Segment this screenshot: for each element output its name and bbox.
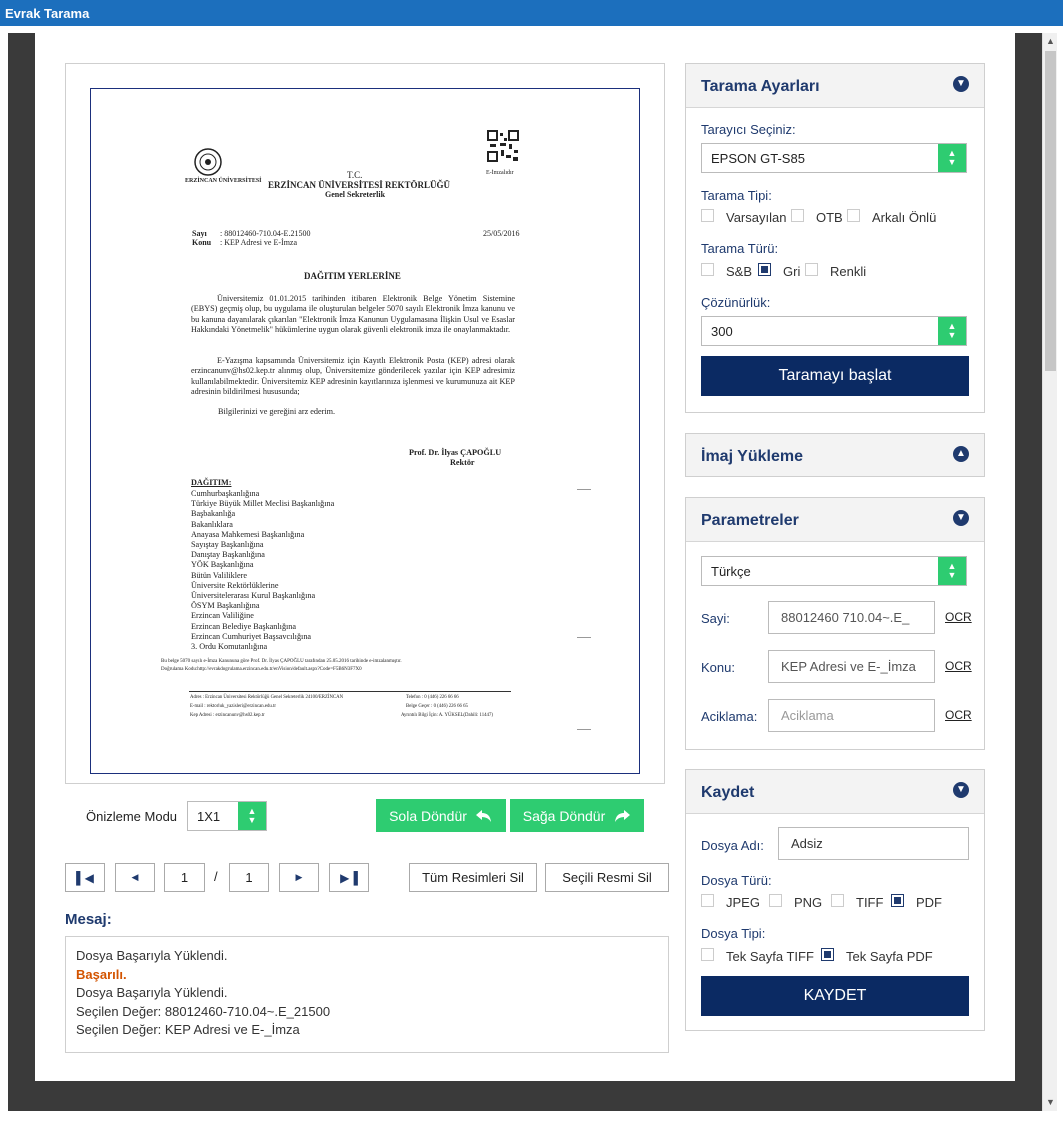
margin-mark: [577, 637, 591, 638]
filetype-jpeg-checkbox[interactable]: [701, 894, 714, 907]
sayi-input[interactable]: 88012460 710.04~.E_: [768, 601, 935, 634]
doc-footnote-1: Bu belge 5070 sayılı e-İmza Kanununa göre Prof. Dr. İlyas ÇAPOĞLU tarafından 25.05.2016 tarihinde e-imzalanmıştır.: [161, 659, 402, 664]
doc-signer-title: Rektör: [450, 458, 475, 467]
aciklama-label: Aciklama:: [701, 709, 758, 724]
dist-item: Sayıştay Başkanlığına: [191, 540, 264, 550]
scan-type-duplex-checkbox[interactable]: [847, 209, 860, 222]
rotate-left-icon: [475, 809, 493, 823]
doc-footer-kep: Kep Adresi : erzincanunv@hs02.kep.tr: [190, 713, 265, 718]
image-upload-title: İmaj Yükleme: [701, 448, 803, 465]
page-separator: /: [214, 869, 218, 884]
message-line: Dosya Başarıyla Yüklendi.: [76, 985, 228, 1000]
doc-dist-title: DAĞITIM:: [191, 478, 232, 487]
doc-signer: Prof. Dr. İlyas ÇAPOĞLU: [409, 448, 502, 457]
scroll-down-icon[interactable]: ▼: [1046, 1097, 1055, 1107]
doctype-tiff-checkbox[interactable]: [701, 948, 714, 961]
dist-item: Danıştay Başkanlığına: [191, 550, 265, 560]
doc-institution: ERZİNCAN ÜNİVERSİTESİ REKTÖRLÜĞÜ: [268, 180, 451, 190]
scrollbar-thumb[interactable]: [1045, 51, 1056, 371]
doc-footer-email: E-mail : rektorluk_yazisleri@erzincan.edu.tr: [190, 704, 276, 709]
bottom-bar: [0, 1111, 1063, 1131]
document-image: [90, 88, 640, 774]
sayi-ocr-link[interactable]: OCR: [945, 610, 972, 624]
aciklama-ocr-link[interactable]: OCR: [945, 708, 972, 722]
doc-date: 25/05/2016: [483, 229, 520, 238]
rotate-left-label: Sola Döndür: [389, 807, 467, 824]
doc-footer-info: Ayrıntılı Bilgi İçin: A. YÜKSEL(Dahili: 11447): [401, 713, 493, 718]
select-spinner-icon: ▲ ▼: [938, 144, 966, 172]
filetype-pdf-checkbox[interactable]: [891, 894, 904, 907]
current-page-input[interactable]: 1: [164, 863, 205, 892]
scan-mode-color-label: Renkli: [830, 264, 867, 279]
dist-item: Üniversitelerarası Kurul Başkanlığına: [191, 591, 316, 601]
dist-item: Bütün Valiliklere: [191, 570, 248, 580]
rotate-right-button[interactable]: [510, 799, 644, 832]
filetype-pdf-label: PDF: [916, 895, 942, 910]
chevron-up-icon[interactable]: ▲: [953, 446, 969, 462]
image-upload-panel: [685, 433, 985, 477]
dist-item: Türkiye Büyük Millet Meclisi Başkanlığına: [191, 499, 335, 509]
preview-mode-label: Önizleme Modu: [86, 809, 178, 824]
chevron-down-icon[interactable]: ▼: [953, 76, 969, 92]
last-page-button[interactable]: [329, 863, 369, 892]
qr-code-icon: [487, 130, 519, 162]
first-page-icon: ▌◀: [76, 870, 94, 885]
scroll-up-icon[interactable]: ▲: [1046, 36, 1055, 46]
doctype-label: Dosya Tipi:: [701, 926, 766, 941]
resolution-label: Çözünürlük:: [701, 295, 771, 310]
filename-label: Dosya Adı:: [701, 838, 764, 853]
parameters-title: Parametreler: [701, 512, 799, 529]
scanner-label: Tarayıcı Seçiniz:: [701, 122, 796, 137]
chevron-down-icon[interactable]: ▼: [953, 782, 969, 798]
scan-type-duplex-label: Arkalı Önlü: [872, 210, 937, 225]
scan-mode-label: Tarama Türü:: [701, 241, 779, 256]
prev-page-button[interactable]: [115, 863, 155, 892]
dist-item: Bakanlıklara: [191, 519, 233, 529]
doc-footer-fax: Belge Geçer : 0 (446) 226 66 65: [406, 704, 468, 709]
doc-sayi: : 88012460-710.04-E.21500: [220, 229, 311, 238]
doc-konu-label: Konu: [192, 238, 212, 247]
margin-mark: [577, 729, 591, 730]
delete-all-images-button[interactable]: Tüm Resimleri Sil: [409, 863, 537, 892]
doc-footer-phone: Telefon : 0 (446) 226 66 66: [406, 695, 459, 700]
rotate-right-label: Sağa Döndür: [522, 807, 606, 824]
select-spinner-icon: ▲ ▼: [938, 557, 966, 585]
konu-input[interactable]: KEP Adresi ve E-_İmza: [768, 650, 935, 683]
konu-label: Konu:: [701, 660, 735, 675]
scanner-value: EPSON GT-S85: [711, 151, 805, 166]
next-page-button[interactable]: [279, 863, 319, 892]
doc-paragraph-2: E-Yazışma kapsamında Üniversitemiz için Kayıtlı Elektronik Posta (KEP) adresi olarak erzincanunv@hs02.kep.tr alınmış olup, Üniversitemize gönderilecek yazılar için KEP adresimiz kullanılabilmektedir. Üniversitemiz KEP adresinin kayıtlarınıza işlenmesi ve kurumunuza ait KEP adresinin bildirilmesi hususunda;: [191, 356, 515, 396]
total-pages: 1: [229, 863, 269, 892]
resolution-value: 300: [711, 324, 733, 339]
window-title: Evrak Tarama: [0, 0, 1063, 26]
dist-item: Üniversite Rektörlüklerine: [191, 580, 279, 590]
doctype-pdf-label: Tek Sayfa PDF: [846, 949, 933, 964]
margin-mark: [577, 489, 591, 490]
dist-item: Anayasa Mahkemesi Başkanlığına: [191, 529, 305, 539]
aciklama-input[interactable]: Aciklama: [768, 699, 935, 732]
scan-mode-color-checkbox[interactable]: [805, 263, 818, 276]
parameters-header[interactable]: [686, 498, 984, 542]
select-spinner-icon: ▲ ▼: [238, 802, 266, 830]
doc-konu: : KEP Adresi ve E-İmza: [220, 238, 298, 247]
filetype-jpeg-label: JPEG: [726, 895, 760, 910]
footer-rule: [189, 691, 511, 692]
message-box: [65, 936, 669, 1053]
preview-mode-select[interactable]: [187, 801, 267, 831]
scan-type-otb-label: OTB: [816, 210, 843, 225]
doctype-pdf-checkbox[interactable]: [821, 948, 834, 961]
filetype-png-label: PNG: [794, 895, 823, 910]
logo-text: ERZİNCAN ÜNİVERSİTESİ: [185, 178, 262, 184]
scanner-select[interactable]: [701, 143, 967, 173]
doc-paragraph-3: Bilgilerinizi ve gereğini arz ederim.: [218, 407, 336, 416]
scan-mode-gray-label: Gri: [783, 264, 801, 279]
esig-label: E-İmzalıdır: [486, 170, 514, 176]
dist-item: ÖSYM Başkanlığına: [191, 601, 260, 611]
filetype-png-checkbox[interactable]: [769, 894, 782, 907]
prev-page-icon: ◀: [131, 872, 139, 882]
message-line: Dosya Başarıyla Yüklendi.: [76, 948, 228, 963]
save-header[interactable]: [686, 770, 984, 814]
doc-footer-address: Adres : Erzincan Üniversitesi Rektörlüğü Genel Sekreterlik 24100/ERZİNCAN: [190, 695, 344, 700]
filetype-label: Dosya Türü:: [701, 873, 772, 888]
scan-mode-gray-checkbox[interactable]: [758, 263, 771, 276]
doc-sayi-label: Sayı: [192, 229, 207, 238]
chevron-down-icon[interactable]: ▼: [953, 510, 969, 526]
message-line-success: Başarılı.: [76, 966, 127, 982]
university-logo-icon: [193, 147, 223, 177]
dist-item: Erzincan Belediye Başkanlığına: [191, 621, 297, 631]
doc-distribution-list: [191, 489, 334, 652]
filename-input[interactable]: Adsiz: [778, 827, 969, 860]
save-button[interactable]: KAYDET: [701, 976, 969, 1016]
doc-paragraph-1: Üniversitemiz 01.01.2015 tarihinden itibaren Elektronik Belge Yönetim Sistemine (EBYS) geçmiş olup, bu uygulama ile oluşturulan belgeler 5070 sayılı Elektronik İmza kanunu ve bu kanuna dayanılarak çıkarılan "Elektronik İmza Kanunun Uygulamasına İlişkin Usul ve Esaslar Hakkındaki Yönetmelik" hükümlerine uygun olarak güvenli elektronik imza ile onaylanmaktadır.: [191, 294, 515, 334]
start-scan-button[interactable]: Taramayı başlat: [701, 356, 969, 396]
message-line: Seçilen Değer: KEP Adresi ve E-_İmza: [76, 1022, 300, 1037]
rotate-right-icon: [613, 809, 631, 823]
save-title: Kaydet: [701, 784, 755, 801]
filetype-tiff-label: TIFF: [856, 895, 884, 910]
vertical-scrollbar[interactable]: [1042, 33, 1057, 1111]
doc-heading: DAĞITIM YERLERİNE: [304, 271, 401, 281]
dist-item: YÖK Başkanlığına: [191, 560, 254, 570]
dist-item: Erzincan Cumhuriyet Başsavcılığına: [191, 631, 312, 641]
doctype-tiff-label: Tek Sayfa TIFF: [726, 949, 814, 964]
scan-type-default-label: Varsayılan: [726, 210, 787, 225]
scan-mode-bw-checkbox[interactable]: [701, 263, 714, 276]
doc-department: Genel Sekreterlik: [325, 190, 386, 199]
konu-ocr-link[interactable]: OCR: [945, 659, 972, 673]
first-page-button[interactable]: [65, 863, 105, 892]
resolution-select[interactable]: [701, 316, 967, 346]
doc-tc: T.C.: [347, 170, 363, 180]
image-upload-header[interactable]: [686, 434, 984, 476]
dist-item: 3. Ordu Komutanlığına: [191, 642, 268, 652]
message-line: Seçilen Değer: 88012460-710.04~.E_21500: [76, 1003, 331, 1019]
filetype-tiff-checkbox[interactable]: [831, 894, 844, 907]
next-page-icon: ▶: [295, 872, 303, 882]
rotate-left-button[interactable]: [376, 799, 506, 832]
dist-item: Cumhurbaşkanlığına: [191, 489, 260, 498]
preview-mode-value: 1X1: [197, 809, 221, 824]
ocr-language-select[interactable]: [701, 556, 967, 586]
scan-type-default-checkbox[interactable]: [701, 209, 714, 222]
ocr-language-value: Türkçe: [711, 564, 751, 579]
doc-footnote-2: Doğrulama Kodu:http://evrakdogrulama.erzincan.edu.tr/enVision/default.aspx?Code=F5B6N3F7X0: [161, 667, 362, 672]
scan-settings-header[interactable]: [686, 64, 984, 108]
scan-type-otb-checkbox[interactable]: [791, 209, 804, 222]
dist-item: Erzincan Valiliğine: [191, 611, 254, 621]
scan-settings-title: Tarama Ayarları: [701, 78, 820, 95]
message-title: Mesaj:: [65, 911, 112, 928]
dist-item: Başbakanlığa: [191, 509, 236, 519]
delete-selected-image-button[interactable]: Seçili Resmi Sil: [545, 863, 669, 892]
sayi-label: Sayi:: [701, 611, 730, 626]
scan-type-label: Tarama Tipi:: [701, 188, 772, 203]
select-spinner-icon: ▲ ▼: [938, 317, 966, 345]
last-page-icon: ▶▐: [340, 870, 358, 885]
scan-mode-bw-label: S&B: [726, 264, 753, 279]
